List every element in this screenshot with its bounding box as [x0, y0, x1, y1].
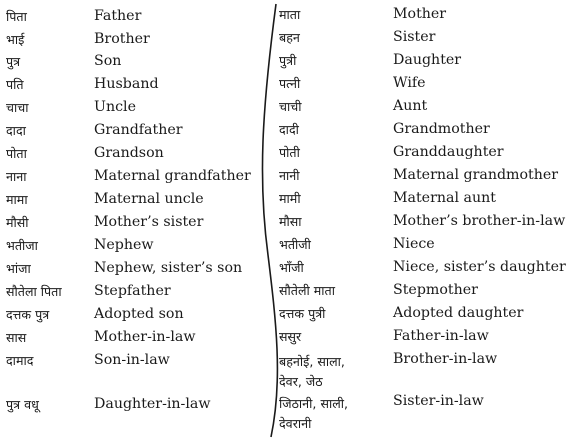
hindi-term: सौतेली माता: [279, 283, 335, 298]
english-term: Son: [94, 53, 122, 69]
hindi-term: भाई: [6, 32, 25, 47]
hindi-term: चाची: [279, 99, 302, 114]
hindi-term: चाचा: [6, 100, 29, 115]
english-term: Uncle: [94, 99, 136, 115]
english-term: Husband: [94, 76, 159, 92]
hindi-term: नाना: [6, 169, 27, 184]
hindi-term: पुत्र वधू: [6, 397, 39, 412]
english-term: Nephew: [94, 237, 154, 253]
hindi-term: सौतेला पिता: [6, 284, 62, 299]
hindi-term: दादी: [279, 122, 299, 137]
hindi-term: मामी: [279, 191, 301, 206]
hindi-term: पोती: [279, 145, 300, 160]
english-term: Wife: [393, 75, 426, 91]
hindi-term: मामा: [6, 192, 28, 207]
english-term: Niece, sister’s daughter: [393, 259, 566, 275]
english-term: Sister: [393, 29, 436, 45]
hindi-term: पत्नी: [279, 76, 301, 91]
left-column: [6, 0, 256, 441]
english-term: Mother’s brother-in-law: [393, 213, 566, 229]
english-term: Grandfather: [94, 122, 183, 138]
hindi-term: भाँजी: [279, 260, 304, 275]
hindi-term: भतीजा: [6, 238, 38, 253]
hindi-term: भांजा: [6, 261, 31, 276]
english-term: Adopted daughter: [393, 305, 524, 321]
english-term: Maternal grandmother: [393, 167, 559, 183]
hindi-term: बहन: [279, 30, 300, 45]
english-term: Brother-in-law: [393, 351, 498, 367]
hindi-term: पोता: [6, 146, 27, 161]
english-term: Maternal aunt: [393, 190, 496, 206]
hindi-term: पुत्र: [6, 54, 21, 69]
english-term: Grandson: [94, 145, 164, 161]
english-term: Maternal grandfather: [94, 168, 251, 184]
hindi-term: पति: [6, 77, 24, 92]
english-term: Sister-in-law: [393, 393, 484, 409]
english-term: Niece: [393, 236, 435, 252]
english-term: Nephew, sister’s son: [94, 260, 243, 276]
hindi-term: मौसी: [6, 215, 29, 230]
english-term: Daughter-in-law: [94, 396, 211, 412]
hindi-term-line-2: देवरानी: [279, 416, 312, 431]
right-column: [279, 0, 566, 441]
hindi-term: पुत्री: [279, 53, 297, 68]
hindi-term: नानी: [279, 168, 300, 183]
hindi-term: दादा: [6, 123, 26, 138]
english-term: Mother: [393, 6, 447, 22]
hindi-term: सास: [6, 330, 27, 345]
english-term: Mother-in-law: [94, 329, 196, 345]
hindi-term-line-2: देवर, जेठ: [279, 374, 323, 389]
english-term: Aunt: [393, 98, 428, 114]
english-term: Grandmother: [393, 121, 490, 137]
english-term: Father: [94, 8, 142, 24]
english-term: Son-in-law: [94, 352, 170, 368]
hindi-term: भतीजी: [279, 237, 311, 252]
english-term: Stepfather: [94, 283, 171, 299]
english-term: Granddaughter: [393, 144, 504, 160]
hindi-term: दामाद: [6, 353, 34, 368]
hindi-term-line-1: बहनोई, साला,: [279, 354, 345, 369]
english-term: Stepmother: [393, 282, 478, 298]
hindi-term: मौसा: [279, 214, 302, 229]
hindi-term: माता: [279, 7, 301, 22]
hindi-term: ससुर: [279, 329, 302, 344]
english-term: Brother: [94, 31, 150, 47]
hindi-term: दत्तक पुत्र: [6, 307, 50, 322]
hindi-term: पिता: [6, 9, 27, 24]
english-term: Maternal uncle: [94, 191, 204, 207]
hindi-term: दत्तक पुत्री: [279, 306, 326, 321]
hindi-term-line-1: जिठानी, साली,: [279, 396, 349, 411]
english-term: Mother’s sister: [94, 214, 204, 230]
english-term: Daughter: [393, 52, 462, 68]
english-term: Adopted son: [94, 306, 184, 322]
english-term: Father-in-law: [393, 328, 489, 344]
